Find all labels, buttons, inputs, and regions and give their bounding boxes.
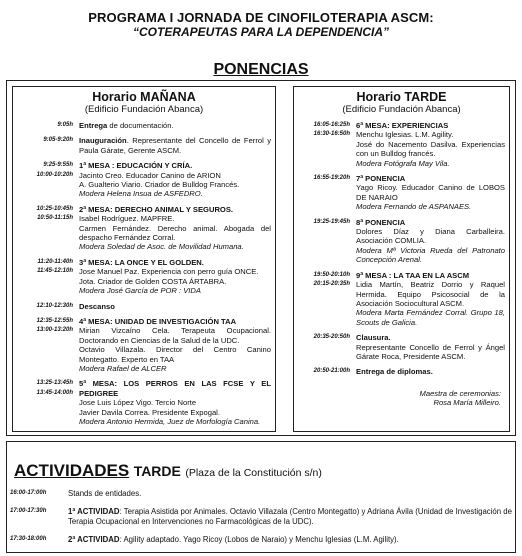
time-slot: 16:55-19:20h — [313, 175, 350, 182]
time-slot: 12:35-12:55h — [36, 317, 73, 324]
speaker-line: Representante Concello de Ferrol y Ángel Gárate Roca, Presidente ASCM. — [356, 342, 505, 361]
speaker-line: Octavio Villazala. Director del Centro Canino Montegatto. Experto en TAA — [79, 345, 271, 364]
time-slot: 19:50-20:10h — [313, 271, 350, 278]
speaker-line: Jose Luis López Vigo. Tercio Norte — [79, 398, 197, 408]
moderator-line: Modera Mª Victoria Rueda del Patronato Concepción Arenal. — [356, 245, 505, 265]
time-slot: 12:10-12:30h — [36, 302, 73, 309]
speaker-line: Jose Manuel Paz. Experiencia con perro guía ONCE. — [79, 267, 259, 277]
activity-time: 17:30-18:00h — [10, 536, 47, 542]
schedule-title: Inauguración — [79, 136, 127, 146]
schedule-title: 3ª MESA: LA ONCE Y EL GOLDEN. — [79, 257, 204, 267]
schedule-title: 9ª MESA : LA TAA EN LA ASCM — [356, 270, 470, 280]
schedule-content — [79, 121, 271, 130]
schedule-item — [298, 121, 505, 168]
activity-time: 16:00-17:00h — [10, 490, 47, 496]
time-slot: 11:45-12:10h — [37, 268, 73, 275]
schedule-title: Descanso — [79, 301, 115, 311]
schedule-time — [298, 271, 356, 327]
schedule-item — [298, 174, 505, 212]
speaker-line: José do Nacemento Dasilva. Experiencias con un Bulldog francés. — [356, 139, 505, 159]
schedule-time — [298, 174, 356, 212]
activity-row — [10, 535, 514, 545]
activity-text — [68, 489, 514, 499]
speaker-line: Dolores Díaz y Diana Carballeira. Asociación COMLIA. — [356, 227, 505, 246]
time-slot: 20:15-20:35h — [313, 281, 350, 288]
morning-schedule — [17, 121, 271, 426]
schedule-time — [298, 218, 356, 265]
schedule-item — [17, 205, 271, 252]
time-slot: 16:05-16:25h — [313, 122, 350, 128]
schedule-content — [79, 258, 271, 296]
speaker-line: Mirian Vizcaíno Cela. Terapeuta Ocupacional. Doctorando en Ciencias de la Salud de la UDC. — [79, 326, 271, 345]
time-slot: 9:05-9:20h — [43, 137, 73, 144]
moderator-line: Modera Soledad de Asoc. de Movilidad Humana. — [79, 242, 244, 252]
speaker-line: A. Gualterio Viario. Criador de Bulldog Francés. — [79, 180, 240, 190]
morning-venue: (Edificio Fundación Abanca) — [84, 104, 204, 115]
time-slot: 9:25-9:55h — [43, 162, 73, 169]
speaker-line: Javier Davila Correa. Presidente Expogal. — [79, 407, 220, 417]
schedule-content — [79, 379, 271, 426]
document-title: PROGRAMA I JORNADA DE CINOFILOTERAPIA ASCM: — [88, 10, 434, 25]
section-title-ponencias: PONENCIAS — [213, 61, 309, 78]
schedule-title: Entrega — [79, 121, 108, 130]
speaker-line: Jota. Criador de Golden COSTA ÁRTABRA. — [79, 276, 227, 286]
moderator-line: Modera José García de POR : VIDA — [79, 286, 201, 296]
schedule-title: 1ª MESA : EDUCACIÓN Y CRÍA. — [79, 161, 193, 171]
afternoon-panel — [293, 86, 510, 432]
time-slot: 10:50-11:15h — [37, 215, 73, 222]
schedule-content — [356, 367, 505, 376]
schedule-content — [79, 161, 271, 199]
activity-text — [68, 507, 514, 527]
activity-label: 2ª ACTIVIDAD — [68, 535, 120, 544]
morning-panel — [12, 86, 276, 432]
schedule-time — [298, 333, 356, 361]
speaker-line: Lidia Martín, Beatriz Dorrio y Raquel Hermida. Equipo Psicosocial de la Asociación Sociocultural ASCM. — [356, 280, 505, 308]
speaker-line: Menchu Iglesias. L.M. Agility. — [356, 130, 454, 140]
afternoon-venue: (Edificio Fundación Abanca) — [342, 104, 461, 115]
moderator-line: Modera Fernando de ASPANAES. — [356, 202, 472, 212]
schedule-time — [17, 136, 79, 155]
schedule-title: Entrega de diplomas. — [356, 367, 433, 377]
schedule-item — [17, 302, 271, 311]
activity-desc: : Agility adaptado. Yago Ricoy (Lobos de Naraio) y Menchu Iglesias (L.M. Agility). — [119, 535, 399, 544]
activities-place: (Plaza de la Constitución s/n) — [185, 467, 322, 479]
time-slot: 10:25-10:45h — [36, 205, 73, 212]
time-slot: 16:30-16:50h — [313, 131, 350, 138]
schedule-item — [17, 161, 271, 199]
schedule-time — [298, 121, 356, 168]
schedule-content — [79, 302, 271, 311]
schedule-time — [17, 302, 79, 311]
afternoon-heading-block — [298, 90, 505, 115]
schedule-content — [356, 271, 505, 327]
schedule-content — [79, 317, 271, 373]
document-subtitle: “COTERAPEUTAS PARA LA DEPENDENCIA” — [132, 25, 389, 39]
schedule-time — [17, 205, 79, 252]
speaker-line: Carmen Fernández. Derecho animal. Abogada del despacho Fernández Corral. — [79, 223, 271, 243]
activity-row — [10, 507, 514, 527]
schedule-title: 2ª MESA: DERECHO ANIMAL Y SEGUROS. — [79, 204, 234, 214]
time-slot: 19:25-19:45h — [313, 218, 350, 225]
activities-title — [14, 462, 322, 482]
time-slot: 10:00-10:20h — [36, 171, 73, 178]
schedule-item — [298, 218, 505, 265]
schedule-content — [79, 136, 271, 155]
activity-time: 17:00-17:30h — [10, 508, 47, 514]
time-slot: 20:50-21:00h — [313, 368, 350, 375]
afternoon-heading: Horario TARDE — [356, 90, 447, 104]
activities-title-main: ACTIVIDADES — [14, 461, 130, 480]
document-header — [0, 10, 522, 39]
moderator-line: Modera Antonio Hermida, Juez de Morfología Canina. — [79, 416, 261, 426]
morning-heading: Horario MAÑANA — [92, 90, 196, 104]
schedule-content — [79, 205, 271, 252]
time-slot: 20:35-20:50h — [313, 334, 350, 341]
schedule-content — [356, 218, 505, 265]
schedule-time — [17, 161, 79, 199]
activity-row — [10, 489, 514, 499]
schedule-content — [356, 121, 505, 168]
schedule-time — [17, 121, 79, 130]
schedule-text: . Representante del Concello de Ferrol y Paula Gárate, Gerente ASCM. — [79, 136, 271, 155]
schedule-item — [17, 136, 271, 155]
schedule-time — [17, 379, 79, 426]
moderator-line: Modera Helena Insua de ASFEDRO. — [79, 189, 203, 199]
master-of-ceremonies-name: Rosa María Milleiro. — [433, 398, 501, 408]
schedule-content — [356, 333, 505, 361]
time-slot: 13:00-13:20h — [36, 327, 73, 334]
schedule-item — [17, 317, 271, 373]
schedule-title: 7ª PONENCIA — [356, 174, 406, 184]
moderator-line: Modera Fotógrafa May Vila. — [356, 158, 450, 168]
schedule-item — [17, 379, 271, 426]
schedule-content — [356, 174, 505, 212]
time-slot: 13:25-13:45h — [36, 380, 73, 387]
morning-heading-block — [17, 90, 271, 115]
moderator-line: Modera Rafael de ALCER — [79, 363, 167, 373]
schedule-title: 6ª MESA: EXPERIENCIAS — [356, 121, 449, 130]
time-slot: 13:45-14:00h — [36, 389, 73, 396]
time-slot: 11:20-11:40h — [37, 258, 73, 265]
schedule-item — [298, 271, 505, 327]
schedule-title: 4ª MESA: UNIDAD DE INVESTIGACIÓN TAA — [79, 316, 237, 326]
activity-label: 1ª ACTIVIDAD — [68, 507, 120, 516]
afternoon-schedule — [298, 121, 505, 377]
moderator-line: Modera Marta Fernández Corral. Grupo 18, Scouts de Galicia. — [356, 308, 505, 327]
time-slot: 9:05h — [57, 122, 73, 128]
activity-desc: : Terapia Asistida por Animales. Octavio Villazala (Centro Montegatto) y Adriana Ávila (Unidad de Investigación de Terapia Ocupacional en Intervenciones no Farmacológicas de la UDC). — [68, 507, 512, 526]
schedule-time — [17, 317, 79, 373]
master-of-ceremonies-label: Maestra de ceremonias: — [419, 388, 501, 398]
speaker-line: Yago Ricoy. Educador Canino de LOBOS DE NARAIO — [356, 183, 505, 202]
master-of-ceremonies — [298, 389, 505, 408]
schedule-title: 8ª PONENCIA — [356, 217, 406, 227]
schedule-time — [17, 258, 79, 296]
activity-desc: Stands de entidades. — [68, 489, 142, 498]
activities-title-tarde: TARDE — [133, 463, 181, 479]
speaker-line: Jacinto Creo. Educador Canino de ARION — [79, 170, 221, 180]
schedule-title: 5ª MESA: LOS PERROS EN LAS FCSE Y EL PEDIGREE — [79, 379, 271, 398]
schedule-item — [17, 121, 271, 130]
speaker-line: Isabel Rodríguez. MAPFRE. — [79, 214, 175, 224]
schedule-time — [298, 367, 356, 376]
schedule-item — [298, 333, 505, 361]
schedule-title: Clausura. — [356, 333, 391, 343]
activity-text — [68, 535, 514, 545]
schedule-item — [17, 258, 271, 296]
schedule-item — [298, 367, 505, 376]
schedule-text: de documentación. — [107, 121, 174, 130]
